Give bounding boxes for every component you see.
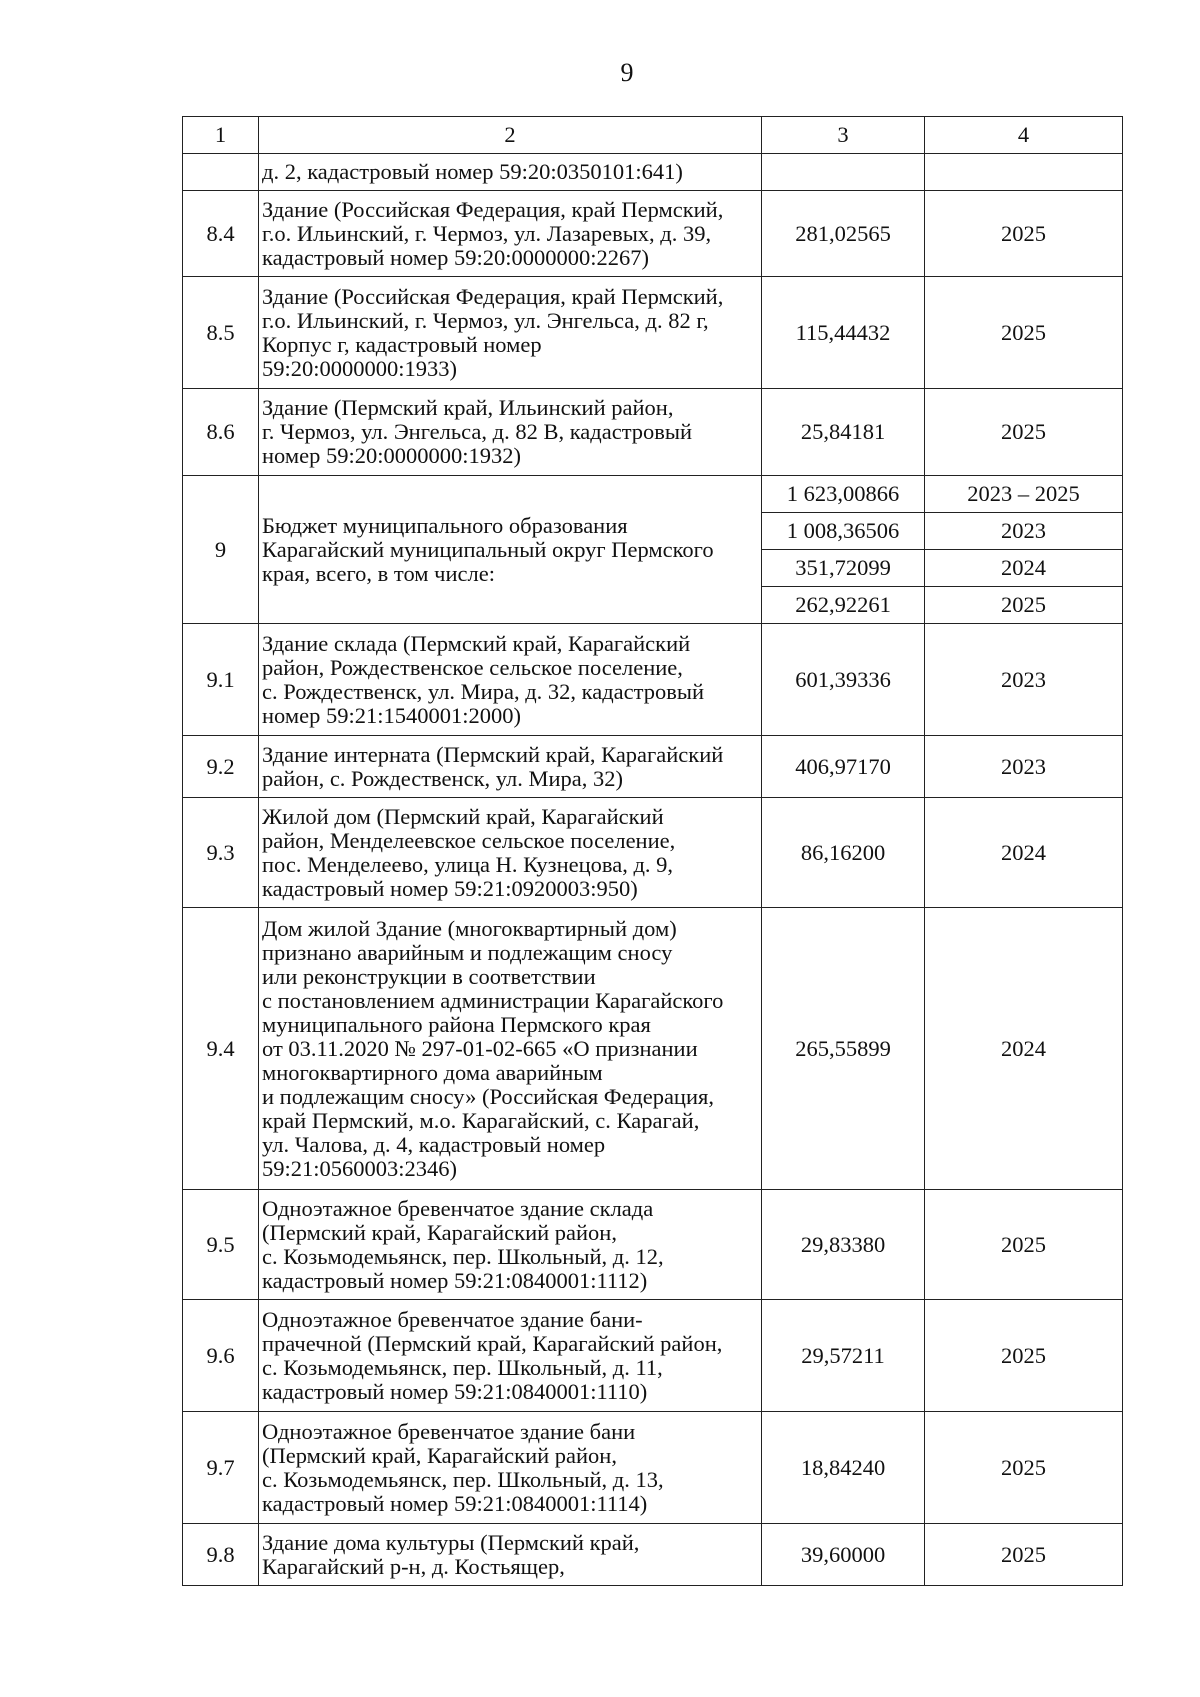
row-description-cell <box>259 908 762 1190</box>
description-line: район, Менделеевское сельское поселение, <box>262 827 676 853</box>
amount-cell: 29,57211 <box>762 1300 925 1412</box>
amount-cell: 281,02565 <box>762 191 925 277</box>
year-cell: 2025 <box>925 389 1123 476</box>
amount-cell: 39,60000 <box>762 1524 925 1586</box>
column-header-2: 2 <box>259 117 762 154</box>
description-line: Здание дома культуры (Пермский край, <box>262 1529 640 1555</box>
year-cell: 2025 <box>925 191 1123 277</box>
year-cell: 2024 <box>925 550 1123 587</box>
table-row <box>183 624 1123 736</box>
year-cell: 2025 <box>925 587 1123 624</box>
amount-cell: 406,97170 <box>762 736 925 798</box>
table-body <box>183 154 1123 1586</box>
description-line: район, с. Рождественск, ул. Мира, 32) <box>262 765 624 791</box>
amount-cell: 86,16200 <box>762 798 925 908</box>
description-line: (Пермский край, Карагайский район, <box>262 1442 617 1468</box>
description-line: прачечной (Пермский край, Карагайский район, <box>262 1330 723 1356</box>
year-cell: 2023 <box>925 736 1123 798</box>
table-row <box>183 736 1123 798</box>
budget-table <box>182 116 1123 1586</box>
row-description-cell <box>259 1190 762 1300</box>
amount-cell: 1 623,00866 <box>762 476 925 513</box>
row-number-cell: 9 <box>183 476 259 624</box>
table-row <box>183 476 1123 513</box>
table-row <box>183 1300 1123 1412</box>
row-number-cell: 9.3 <box>183 798 259 908</box>
description-line: Здание интерната (Пермский край, Карагайский <box>262 741 724 767</box>
year-cell: 2025 <box>925 1190 1123 1300</box>
description-line: многоквартирного дома аварийным <box>262 1059 603 1085</box>
description-line: д. 2, кадастровый номер 59:20:0350101:641) <box>262 159 683 184</box>
description-line: признано аварийным и подлежащим сносу <box>262 939 673 965</box>
description-line: Здание склада (Пермский край, Карагайский <box>262 630 691 656</box>
table-row <box>183 154 1123 191</box>
row-description-cell <box>259 736 762 798</box>
description-line: с. Козьмодемьянск, пер. Школьный, д. 11, <box>262 1354 663 1380</box>
description-line: Карагайский р-н, д. Костьящер, <box>262 1553 565 1579</box>
description-line: с постановлением администрации Карагайского <box>262 987 724 1013</box>
description-line: (Пермский край, Карагайский район, <box>262 1219 617 1245</box>
row-number-cell: 9.7 <box>183 1412 259 1524</box>
row-number-cell: 9.4 <box>183 908 259 1190</box>
row-number-cell: 8.5 <box>183 277 259 389</box>
description-line: Дом жилой Здание (многоквартирный дом) <box>262 915 677 941</box>
amount-cell: 25,84181 <box>762 389 925 476</box>
table-row <box>183 1190 1123 1300</box>
table-row <box>183 277 1123 389</box>
description-line: от 03.11.2020 № 297-01-02-665 «О признании <box>262 1035 698 1061</box>
description-line: край Пермский, м.о. Карагайский, с. Карагай, <box>262 1107 700 1133</box>
year-cell: 2024 <box>925 798 1123 908</box>
description-line: кадастровый номер 59:21:0840001:1112) <box>262 1267 648 1293</box>
row-number-cell: 9.6 <box>183 1300 259 1412</box>
table-row <box>183 1412 1123 1524</box>
description-line: Одноэтажное бревенчатое здание бани- <box>262 1306 643 1332</box>
amount-cell: 265,55899 <box>762 908 925 1190</box>
year-cell: 2025 <box>925 1412 1123 1524</box>
description-line: номер 59:21:1540001:2000) <box>262 702 521 728</box>
table-row <box>183 1524 1123 1586</box>
row-description-cell <box>259 154 762 191</box>
description-line: Здание (Российская Федерация, край Пермский, <box>262 196 724 222</box>
year-cell: 2025 <box>925 1524 1123 1586</box>
row-description-cell <box>259 1524 762 1586</box>
description-line: пос. Менделеево, улица Н. Кузнецова, д. 9, <box>262 851 674 877</box>
page-number: 9 <box>620 58 634 87</box>
description-line: 59:20:0000000:1933) <box>262 355 457 381</box>
description-line: 59:21:0560003:2346) <box>262 1155 457 1181</box>
year-cell: 2024 <box>925 908 1123 1190</box>
description-line: г.о. Ильинский, г. Чермоз, ул. Энгельса, д. 82 г, <box>262 307 709 333</box>
description-line: кадастровый номер 59:20:0000000:2267) <box>262 244 649 270</box>
description-line: Одноэтажное бревенчатое здание бани <box>262 1418 636 1444</box>
amount-cell <box>762 154 925 191</box>
year-cell: 2023 <box>925 513 1123 550</box>
description-line: кадастровый номер 59:21:0920003:950) <box>262 875 638 901</box>
row-number-cell: 9.8 <box>183 1524 259 1586</box>
description-line: ул. Чалова, д. 4, кадастровый номер <box>262 1131 606 1157</box>
amount-cell: 262,92261 <box>762 587 925 624</box>
description-line: г. Чермоз, ул. Энгельса, д. 82 В, кадастровый <box>262 419 693 444</box>
year-cell <box>925 154 1123 191</box>
column-header-3: 3 <box>762 117 925 154</box>
table-row <box>183 798 1123 908</box>
description-line: номер 59:20:0000000:1932) <box>262 443 521 468</box>
description-line: Корпус г, кадастровый номер <box>262 331 542 357</box>
description-line: Здание (Российская Федерация, край Пермский, <box>262 283 724 309</box>
row-number-cell: 8.4 <box>183 191 259 277</box>
description-line: с. Рождественск, ул. Мира, д. 32, кадастровый <box>262 678 705 704</box>
amount-cell: 1 008,36506 <box>762 513 925 550</box>
row-description-cell <box>259 1300 762 1412</box>
description-line: и подлежащим сносу» (Российская Федерация, <box>262 1083 714 1109</box>
table-row <box>183 389 1123 476</box>
description-line: с. Козьмодемьянск, пер. Школьный, д. 13, <box>262 1466 664 1492</box>
amount-cell: 115,44432 <box>762 277 925 389</box>
description-line: края, всего, в том числе: <box>262 560 495 586</box>
description-line: Здание (Пермский край, Ильинский район, <box>262 395 674 420</box>
description-line: кадастровый номер 59:21:0840001:1114) <box>262 1490 648 1516</box>
amount-cell: 18,84240 <box>762 1412 925 1524</box>
year-cell: 2023 <box>925 624 1123 736</box>
year-cell: 2023 – 2025 <box>925 476 1123 513</box>
description-line: г.о. Ильинский, г. Чермоз, ул. Лазаревых, д. 39, <box>262 220 712 246</box>
row-number-cell <box>183 154 259 191</box>
row-description-cell <box>259 277 762 389</box>
table-row <box>183 908 1123 1190</box>
description-line: Одноэтажное бревенчатое здание склада <box>262 1195 654 1221</box>
description-line: или реконструкции в соответствии <box>262 963 596 989</box>
amount-cell: 601,39336 <box>762 624 925 736</box>
row-number-cell: 8.6 <box>183 389 259 476</box>
description-line: район, Рождественское сельское поселение, <box>262 654 683 680</box>
table-header-row <box>183 117 1123 154</box>
description-line: Жилой дом (Пермский край, Карагайский <box>262 803 664 829</box>
description-line: с. Козьмодемьянск, пер. Школьный, д. 12, <box>262 1243 664 1269</box>
row-number-cell: 9.1 <box>183 624 259 736</box>
column-header-4: 4 <box>925 117 1123 154</box>
year-cell: 2025 <box>925 1300 1123 1412</box>
amount-cell: 351,72099 <box>762 550 925 587</box>
row-description-cell <box>259 624 762 736</box>
row-number-cell: 9.2 <box>183 736 259 798</box>
description-line: Бюджет муниципального образования <box>262 512 628 538</box>
row-description-cell <box>259 191 762 277</box>
row-description-cell <box>259 798 762 908</box>
amount-cell: 29,83380 <box>762 1190 925 1300</box>
row-description-cell <box>259 1412 762 1524</box>
description-line: муниципального района Пермского края <box>262 1011 651 1037</box>
row-description-cell <box>259 389 762 476</box>
table-row <box>183 191 1123 277</box>
year-cell: 2025 <box>925 277 1123 389</box>
row-description-cell <box>259 476 762 624</box>
description-line: кадастровый номер 59:21:0840001:1110) <box>262 1378 648 1404</box>
description-line: Карагайский муниципальный округ Пермского <box>262 536 714 562</box>
column-header-1: 1 <box>183 117 259 154</box>
row-number-cell: 9.5 <box>183 1190 259 1300</box>
